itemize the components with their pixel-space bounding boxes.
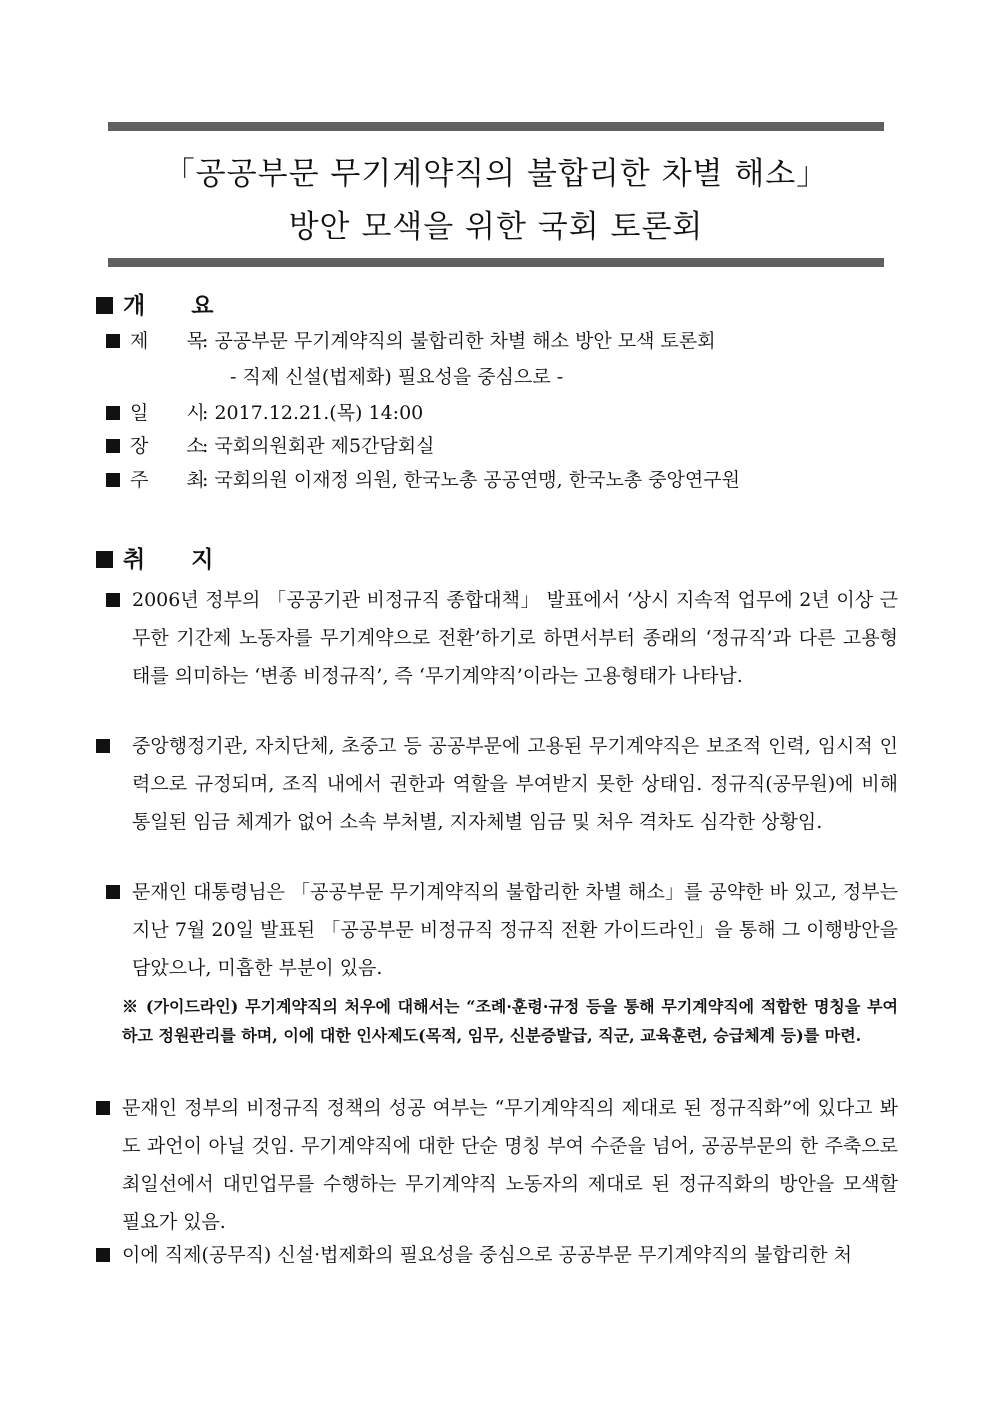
square-bullet-icon <box>106 334 120 348</box>
purpose-heading: 취 지 <box>96 541 213 574</box>
purpose-paragraph-5: 이에 직제(공무직) 신설·법제화의 필요성을 중심으로 공공부문 무기계약직의 불합리한 처 <box>96 1236 898 1274</box>
purpose-paragraph-4: 문재인 정부의 비정규직 정책의 성공 여부는 “무기계약직의 제대로 된 정규직화”에 있다고 봐도 과언이 아닐 것임. 무기계약직에 대한 단순 명칭 부여 수준을 넘어, 공공부문의 한 주축으로 최일선에서 대민업무를 수행하는 무기계약직 노동자의 제대로 된 정규직화의 방안을 모색할 필요가 있음. <box>96 1089 898 1241</box>
title-line-2: 방안 모색을 위한 국회 토론회 <box>288 209 704 245</box>
overview-heading: 개 요 <box>96 287 213 320</box>
title-bottom-rule <box>108 258 884 267</box>
square-bullet-icon <box>96 1248 110 1262</box>
square-bullet-icon <box>106 885 120 899</box>
square-bullet-icon <box>96 297 113 314</box>
purpose-paragraph-3: 문재인 대통령님은 「공공부문 무기계약직의 불합리한 차별 해소」를 공약한 바 있고, 정부는 지난 7월 20일 발표된 「공공부문 비정규직 정규직 전환 가이드라인」을 통해 그 이행방안을 담았으나, 미흡한 부분이 있음. <box>106 873 898 987</box>
square-bullet-icon <box>106 473 120 487</box>
purpose-paragraph-1: 2006년 정부의 「공공기관 비정규직 종합대책」 발표에서 ‘상시 지속적 업무에 2년 이상 근무한 기간제 노동자를 무기계약으로 전환’하기로 하면서부터 종래의 ‘정규직’과 다른 고용형태를 의미하는 ‘변종 비정규직’, 즉 ‘무기계약직’이라는 고용형태가 나타남. <box>106 581 898 695</box>
square-bullet-icon <box>96 739 110 753</box>
overview-row-date: 일 시: 2017.12.21.(목) 14:00 <box>106 398 423 425</box>
purpose-paragraph-2: 중앙행정기관, 자치단체, 초중고 등 공공부문에 고용된 무기계약직은 보조적 인력, 임시적 인력으로 규정되며, 조직 내에서 권한과 역할을 부여받지 못한 상태임. 정규직(공무원)에 비해 통일된 임금 체계가 없어 소속 부처별, 지자체별 임금 및 처우 격차도 심각한 상황임. <box>96 727 898 841</box>
square-bullet-icon <box>106 593 120 607</box>
overview-subtitle: - 직제 신설(법제화) 필요성을 중심으로 - <box>230 366 564 388</box>
title-top-rule <box>108 122 884 131</box>
guideline-note: ※ (가이드라인) 무기계약직의 처우에 대해서는 “조례·훈령·규정 등을 통해 무기계약직에 적합한 명칭을 부여하고 정원관리를 하며, 이에 대한 인사제도(목적, 임무, 신분증발급, 직군, 교육훈련, 승급체계 등)를 마련. <box>122 997 898 1045</box>
overview-row-title: 제 목: 공공부문 무기계약직의 불합리한 차별 해소 방안 모색 토론회 <box>106 326 716 353</box>
square-bullet-icon <box>106 406 120 420</box>
square-bullet-icon <box>96 551 113 568</box>
overview-row-host: 주 최: 국회의원 이재정 의원, 한국노총 공공연맹, 한국노총 중앙연구원 <box>106 465 740 492</box>
square-bullet-icon <box>96 1101 110 1115</box>
title-line-1: 「공공부문 무기계약직의 불합리한 차별 해소」 <box>163 156 829 192</box>
overview-row-place: 장 소: 국회의원회관 제5간담회실 <box>106 431 434 458</box>
square-bullet-icon <box>106 439 120 453</box>
